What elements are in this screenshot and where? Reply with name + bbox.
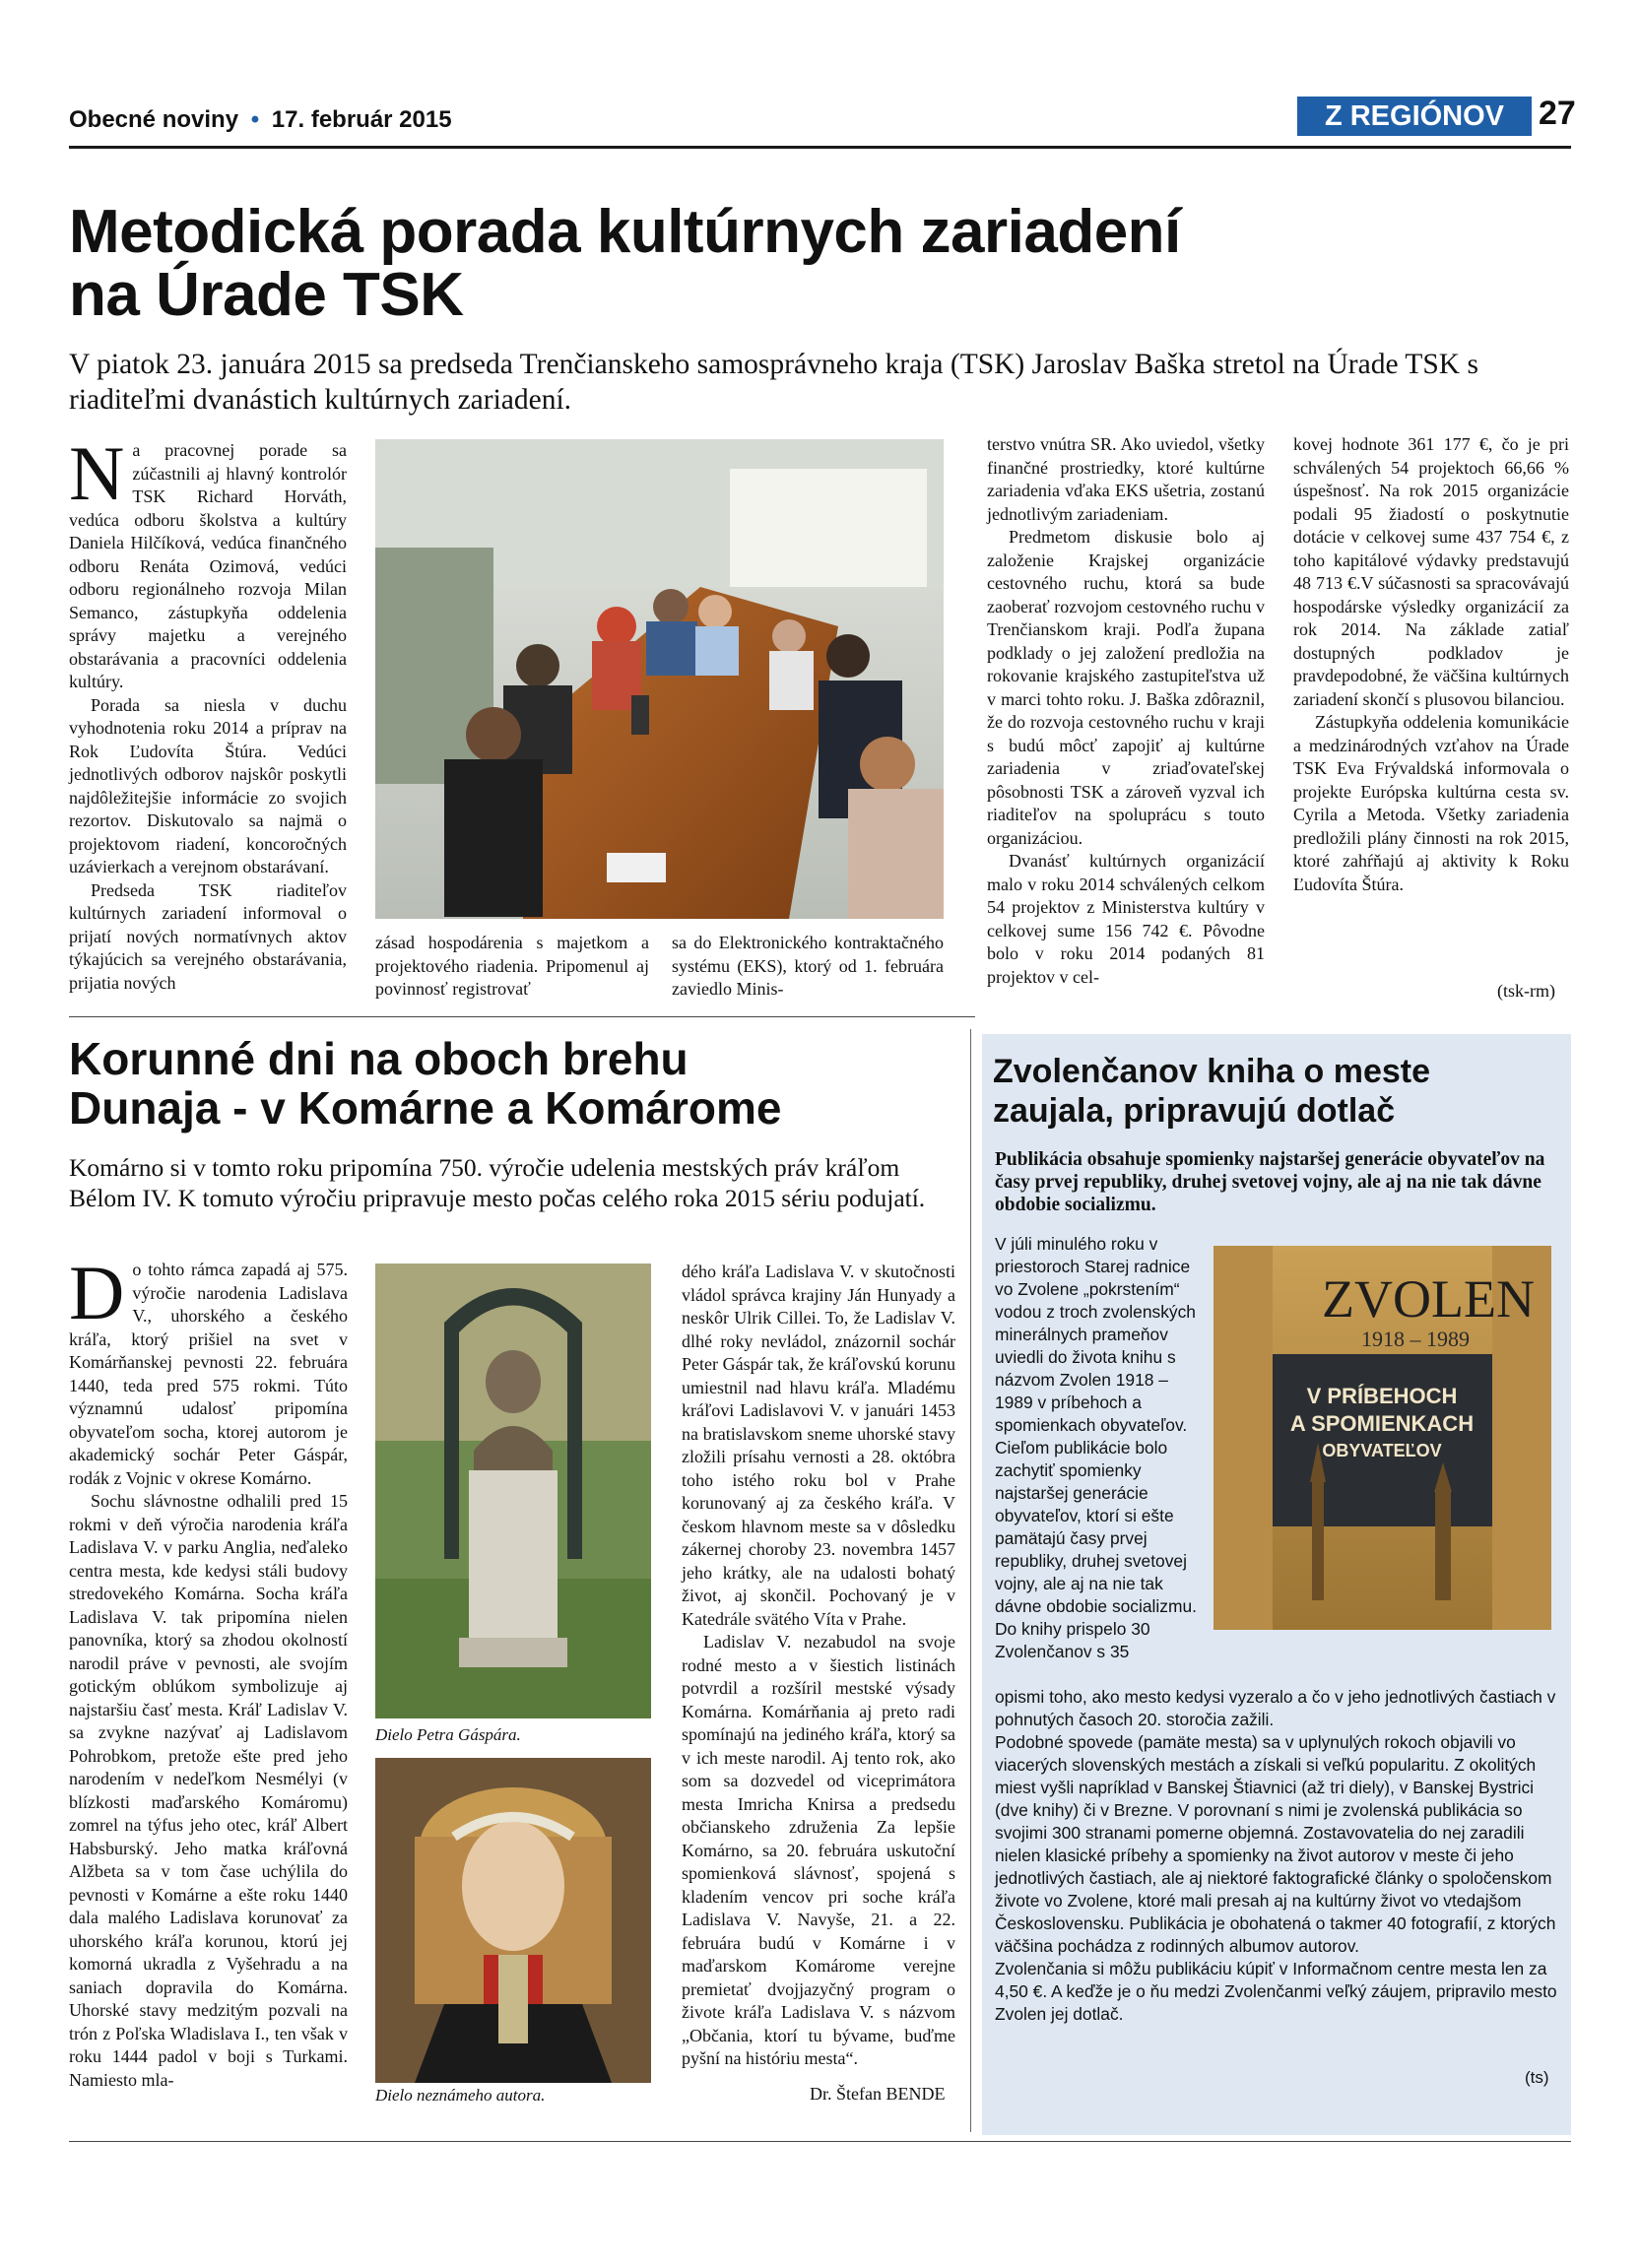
book-subtitle-1: V PRÍBEHOCH xyxy=(1306,1384,1458,1408)
article1-col5-p2: Zástupkyňa oddelenia komunikácie a medzinárodných vzťahov na Úrade TSK Eva Frývaldská informovala o projekte Európska kultúrna cesta sv. Cyrila a Metoda. Všetky zariadenia predložili plány činnosti na rok 2015, ktoré zahŕňajú aj aktivity k Roku Ľudovíta Štúra. xyxy=(1293,712,1569,894)
article2-signature: Dr. Štefan BENDE xyxy=(810,2084,946,2104)
article2-col3-p1: dého kráľa Ladislava V. v skutočnosti vládol správca krajiny Ján Hunyady a neskôr Ulrik Cillei. To, že Ladislav V. dlhé roky nevládol, znázornil sochár Peter Gáspár tak, že kráľovskú korunu umiestnil nad hlavu kráľa. Mladému kráľovi Ladislavovi V. v januári 1453 na bratislavskom sneme uhorské stavy zložili prísahu vernosti a 28. októbra toho istého roku bol v Prahe korunovaný aj za českého kráľa. V českom hlavnom meste sa v dôsledku zákernej choroby 23. novembra 1457 jeho krátky, ale na udalosti bohatý život, aj skončil. Pochovaný je v Katedrále svätého Víta v Prahe. xyxy=(682,1262,955,1629)
article1-col3-text: sa do Elektronického kontraktačného systému (EKS), ktorý od 1. februára zaviedlo Minis- xyxy=(672,933,944,999)
book-subtitle-3: OBYVATEĽOV xyxy=(1322,1441,1442,1460)
portrait-caption: Dielo neznámeho autora. xyxy=(375,2086,546,2105)
article1-col5-p1: kovej hodnote 361 177 €, čo je pri schválených 54 projektoch 66,66 % úspešnosť. Na rok 2015 organizácie podali 95 žiadostí o poskytnutie dotácie v celkovej sume 437 754 €, z toho kapitálové výdavky predstavujú 48 713 €.V súčasnosti sa spracovávajú hospodárske výsledky organizácií za rok 2014. Na základe zatiaľ dostupných podkladov je pravdepodobné, že väčšina kultúrnych zariadení skončí s plusovou bilanciou. xyxy=(1293,434,1569,709)
section-badge: Z REGIÓNOV xyxy=(1297,97,1532,136)
article1-lead: V piatok 23. januára 2015 sa predseda Trenčianskeho samosprávneho kraja (TSK) Jaroslav Baška stretol na Úrade TSK s riaditeľmi dvanástich kultúrnych zariadení. xyxy=(69,349,1478,416)
statue-caption: Dielo Petra Gáspára. xyxy=(375,1725,521,1744)
article2-col1-p2: Sochu slávnostne odhalili pred 15 rokmi v deň výročia narodenia kráľa Ladislava V. v parku Anglia, neďaleko centra mesta, kde kedysi stáli budovy stredovekého Komárna. Socha kráľa Ladislava V. tak pripomína nielen panovníka, ktorý sa zhodou okolností narodil práve v pevnosti, ale svojím gotickým oblúkom symbolizuje aj najstaršiu časť mesta. Kráľ Ladislav V. sa zvykne nazývať aj Ladislavom Pohrobkom, pretože ešte pred jeho narodením v nedeľkom Nesmélyi (v blízkosti maďarského Komáromu) zomrel na týfus jeho otec, kráľ Albert Habsburský. Jeho matka kráľovná Alžbeta sa v tom čase uchýlila do pevnosti v Komárne a ešte roku 1440 dala malého Ladislava korunovať za uhorského kráľa korunou, ktorú jej komorná ukradla z Vyšehradu a na saniach dopravila do Komárna. Uhorské stavy medzitým pozvali na trón z Poľska Wladislava I., ten však v roku 1444 padol v boji s Turkami. Namiesto mla- xyxy=(69,1491,348,2090)
article3-narrow-text xyxy=(995,1233,1210,1663)
article2-column-1 xyxy=(69,1250,348,2092)
article1-title-line2: na Úrade TSK xyxy=(69,261,464,329)
article1-column-3 xyxy=(672,932,944,1002)
article3-lead: Publikácia obsahuje spomienky najstaršej generácie obyvateľov na časy prvej republiky, druhej svetovej vojny, ale aj na nie tak dávne obdobie socializmu. xyxy=(995,1149,1545,1215)
article2-dropcap: D xyxy=(69,1250,125,1335)
article3-title-line1: Zvolenčanov kniha o meste xyxy=(993,1053,1431,1090)
article3-signature: (ts) xyxy=(1525,2068,1549,2087)
article1-col1-p2: Porada sa niesla v duchu vyhodnotenia roku 2014 a príprav na Rok Ľudovíta Štúra. Vedúci jednotlivých odborov najskôr poskytli najdôležitejšie informácie zo svojich rezortov. Diskutovalo sa najmä o projektovom riadení, koncoročných uzávierkach a verejnom obstarávaní. xyxy=(69,694,347,876)
book-subtitle-2: A SPOMIENKACH xyxy=(1289,1411,1475,1436)
article2-headline xyxy=(69,1034,781,1133)
issue-date: 17. február 2015 xyxy=(271,106,452,133)
meeting-photo xyxy=(375,439,944,919)
article1-title-line1: Metodická porada kultúrnych zariadení xyxy=(69,198,1181,266)
article2-lead: Komárno si v tomto roku pripomína 750. výročie udelenia mestských práv kráľom Bélom IV. K tomuto výročiu pripravuje mesto počas celého roka 2015 sériu podujatí. xyxy=(69,1153,926,1212)
article1-column-5 xyxy=(1293,433,1569,896)
article1-col4-p1: terstvo vnútra SR. Ako uviedol, všetky finančné prostriedky, ktoré kultúrne zariadenia vďaka EKS ušetria, zostanú jednotlivým zariadeniam. xyxy=(987,434,1265,524)
footer-rule xyxy=(69,2141,1571,2142)
article1-col4-p2: Predmetom diskusie bolo aj založenie Krajskej organizácie cestovného ruchu, ktorá sa bude zaoberať rozvojom cestovného ruchu v Trenčianskom kraji. Podľa župana podklady o jej založení predložia na rokovanie krajského zastupiteľstva už v marci tohto roku. J. Baška zdôraznil, že do rozvoja cestovného ruchu v kraji s budú môcť zapojiť aj kultúrne zariadenia v zriaďovateľskej pôsobnosti TSK a zároveň vyzval ich riaditeľov na spoluprácu s touto organizáciou. xyxy=(987,527,1265,848)
article1-column-2 xyxy=(375,932,649,1002)
article2-title-line1: Korunné dni na oboch brehu xyxy=(69,1033,689,1084)
article-separator xyxy=(69,1016,975,1017)
article1-col1-p1: a pracovnej porade sa zúčastnili aj hlavný kontrolór TSK Richard Horváth, vedúca odboru školstva a kultúry Daniela Hilčíková, vedúca finančného odboru Renáta Ozimová, vedúci odboru regionálneho rozvoja Milan Semanco, zástupkyňa oddelenia správy majetku a verejného obstarávania a pracovníci oddelenia kultúry. xyxy=(69,440,347,691)
article2-col3-p2: Ladislav V. nezabudol na svoje rodné mesto a v šiestich listinách potvrdil a rozšíril mestské výsady Komárna. Komárňania aj preto radi spomínajú na jediného kráľa, ktorý sa v ich meste narodil. Aj tento rok, ako som sa dozvedel od viceprimátora mesta Imricha Knirsa a predsedu občianskeho združenia Za lepšie Komárno, sa 20. februára uskutoční spomienková slávnosť, spojená s kladením vencov pri soche kráľa Ladislava V. Navyše, 21. a 22. februára budú v Komárne i v maďarskom Komárome verejne premietať dvojjazyčný program o živote kráľa Ladislava V. s názvom „Občania, ktorí tu bývame, buďme pyšní na históriu mesta“. xyxy=(682,1632,955,2068)
article2-col1-p1: o tohto rámca zapadá aj 575. výročie narodenia Ladislava V., uhorského a českého kráľa, ktorý prišiel na svet v Komárňanskej pevnosti 22. februára 1440, teda pred 575 rokmi. Túto významnú udalosť pripomína obyvateľom socha, ktorej autorom je akademický sochár Peter Gáspár, rodák z Vojnic v okrese Komárno. xyxy=(69,1260,348,1488)
article3-wide-p3: Zvolenčania si môžu publikáciu kúpiť v Informačnom centre mesta len za 4,50 €. A keďže je o ňu medzi Zvolenčanmi veľký záujem, pripravilo mesto Zvolen jej dotlač. xyxy=(995,1959,1557,2024)
article3-headline xyxy=(993,1052,1430,1131)
article3-wide-p2: Podobné spovede (pamäte mesta) sa v uplynulých rokoch objavili vo viacerých slovenských mestách a získali si veľkú popularitu. Z okolitých miest vyšli napríklad v Banskej Štiavnici (až tri diely), v Banskej Bystrici (dve knihy) či v Brezne. V porovnaní s nimi je zvolenská publikácia so svojimi 300 stranami pomerne objemná. Zostavovatelia do nej zaradili nielen klasické príbehy a spomienky na život autorov v meste či jeho jednotlivých častiach, ale aj niektoré faktografické články o spoločenskom živote vo Zvolene, ktoré mali presah aj na kultúrny život vo vtedajšom Československu. Publikácia je obohatená o takmer 40 fotografií, z ktorých väčšina pochádza z rodinných albumov autorov. xyxy=(995,1732,1556,1956)
header-rule xyxy=(69,146,1571,149)
page-header xyxy=(69,106,452,134)
article3-narrow-p: V júli minulého roku v priestoroch Starej radnice vo Zvolene „pokrstením“ vodou z troch zvolenských minerálnych prameňov uviedli do života knihu s názvom Zvolen 1918 – 1989 v príbehoch a spomienkach obyvateľov. Cieľom publikácie bolo zachytiť spomienky najstaršej generácie obyvateľov, ktorí si ešte pamätajú časy prvej republiky, druhej svetovej vojny, ale aj na nie tak dávne obdobie socializmu. Do knihy prispelo 30 Zvolenčanov s 35 xyxy=(995,1234,1197,1661)
article1-signature: (tsk-rm) xyxy=(1497,981,1555,1001)
article1-headline xyxy=(69,198,1181,329)
article2-title-line2: Dunaja - v Komárne a Komárome xyxy=(69,1082,782,1134)
book-title-mark: ZVOLEN xyxy=(1322,1269,1535,1328)
article1-column-4 xyxy=(987,433,1265,989)
column-divider xyxy=(970,1029,971,2132)
book-years: 1918 – 1989 xyxy=(1361,1327,1470,1351)
article1-col1-p3: Predseda TSK riaditeľov kultúrnych zariadení informoval o prijatí nových normatívnych aktov týkajúcich sa verejného obstarávania, prijatia nových xyxy=(69,879,347,993)
article1-col2-text: zásad hospodárenia s majetkom a projektového riadenia. Pripomenul aj povinnosť registrovať xyxy=(375,933,649,999)
article1-column-1 xyxy=(69,430,347,995)
header-bullet: • xyxy=(250,106,260,133)
article1-dropcap: N xyxy=(69,430,125,516)
page-number: 27 xyxy=(1539,95,1576,132)
article3-title-line2: zaujala, pripravujú dotlač xyxy=(993,1092,1396,1130)
paper-name: Obecné noviny xyxy=(69,106,239,133)
article2-column-3 xyxy=(682,1261,955,2071)
article3-wide-text xyxy=(995,1686,1558,2026)
article3-wide-p1: opismi toho, ako mesto kedysi vyzeralo a čo v jeho jednotlivých častiach v pohnutých časoch 20. storočia zažili. xyxy=(995,1687,1556,1729)
portrait-photo xyxy=(375,1758,651,2083)
article1-col4-p3: Dvanásť kultúrnych organizácií malo v roku 2014 schválených celkom 54 projektov z Ministerstva kultúry v celkovej sume 156 742 €. Pôvodne bolo v roku 2014 podaných 81 projektov v cel- xyxy=(987,851,1265,987)
book-cover xyxy=(1214,1246,1551,1630)
statue-photo xyxy=(375,1264,651,1718)
